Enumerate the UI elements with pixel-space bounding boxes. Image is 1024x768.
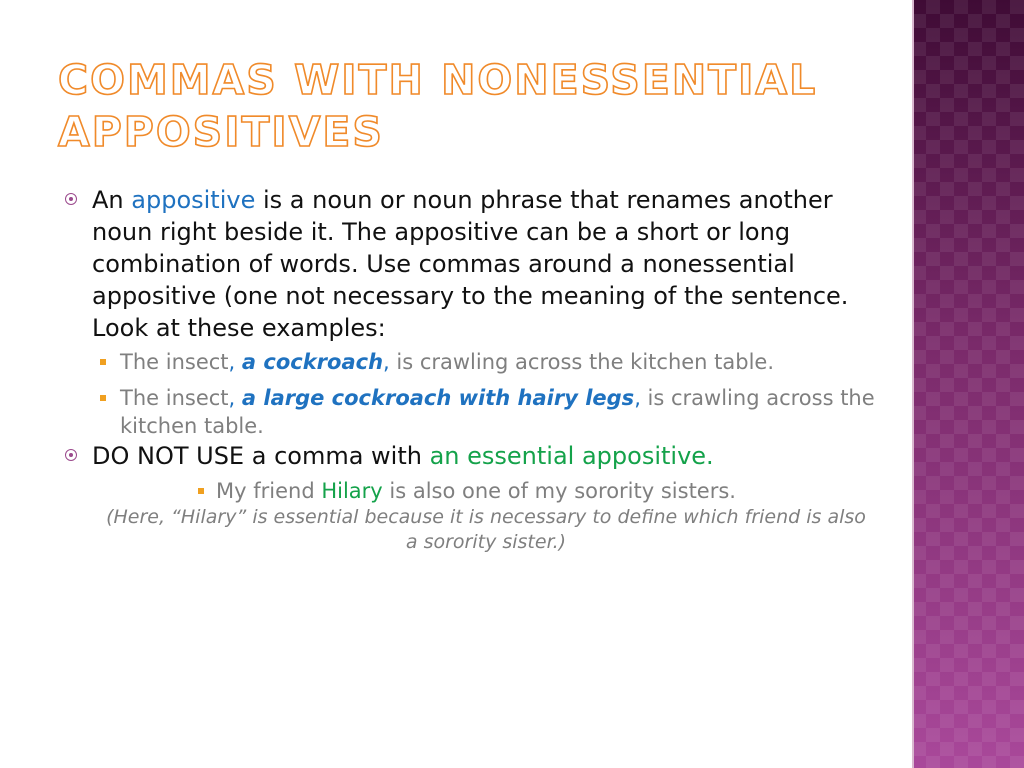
example-2-before: The insect <box>120 386 229 410</box>
example-2-comma-open: , <box>228 386 242 410</box>
term-essential-appositive: an essential appositive. <box>429 442 714 470</box>
example-1-comma-close: , <box>383 350 390 374</box>
example-3-after: is also one of my sorority sisters. <box>382 479 736 503</box>
decorative-side-band <box>912 0 1024 768</box>
example-3-note: (Here, “Hilary” is essential because it is necessary to define which friend is also a sorority sister.) <box>106 506 866 553</box>
example-1-comma-open: , <box>228 350 242 374</box>
square-bullet-icon <box>100 395 106 401</box>
example-1 <box>92 348 882 376</box>
slide-body <box>62 184 882 555</box>
example-3-name: Hilary <box>321 479 383 503</box>
bullet-prefix: An <box>92 186 132 214</box>
rule-prefix: DO NOT USE a comma with <box>92 442 430 470</box>
example-2-comma-close: , <box>634 386 641 410</box>
bullet-appositive-definition <box>62 184 882 344</box>
term-appositive: appositive <box>131 186 256 214</box>
example-2-after: is crawling across the kitchen table. <box>120 386 875 438</box>
square-bullet-icon <box>198 488 204 494</box>
square-bullet-icon <box>100 359 106 365</box>
bullet-text: is a noun or noun phrase that renames another noun right beside it. The appositive can be a short or long combination of words. Use commas around a nonessential appositive (one not necessary to the meaning of the sentence. Look at these examples: <box>92 186 849 342</box>
example-1-appositive: a cockroach <box>241 350 384 374</box>
example-3-before: My friend <box>216 479 322 503</box>
example-3 <box>62 478 882 504</box>
circle-bullet-icon <box>65 449 77 461</box>
slide-title: COMMAS WITH NONESSENTIAL APPOSITIVES <box>58 56 818 156</box>
example-1-after: is crawling across the kitchen table. <box>389 350 775 374</box>
bullet-essential-rule <box>62 440 882 472</box>
example-1-before: The insect <box>120 350 229 374</box>
example-2-appositive: a large cockroach with hairy legs <box>241 386 635 410</box>
side-band-edge <box>912 0 914 768</box>
example-2 <box>92 384 882 440</box>
circle-bullet-icon <box>65 193 77 205</box>
